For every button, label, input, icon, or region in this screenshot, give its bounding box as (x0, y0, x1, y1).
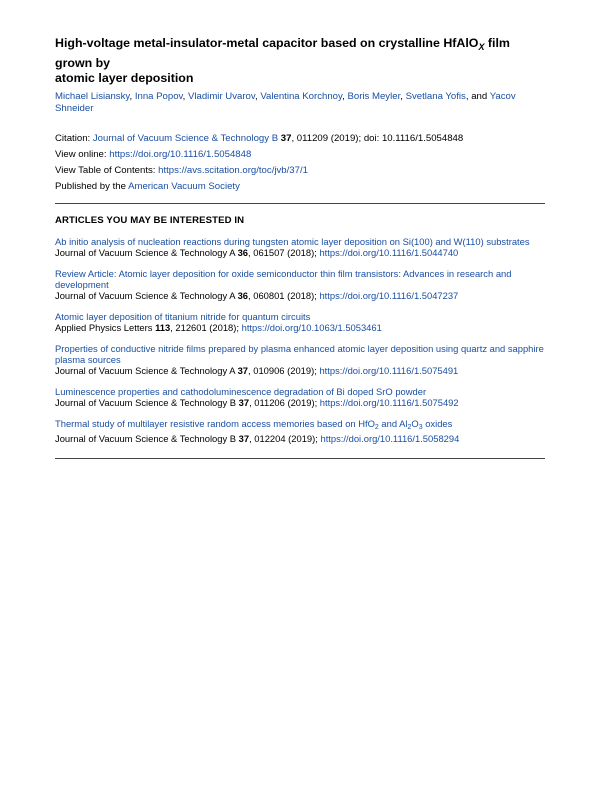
title-subscript: X (478, 42, 485, 52)
related-article-citation: Journal of Vacuum Science & Technology A 37, 010906 (2019); https://doi.org/10.1116/1.5075491 (55, 364, 459, 376)
citation-volume: 37 (280, 132, 292, 144)
citation-block (55, 133, 545, 193)
related-article-doi-link[interactable]: https://doi.org/10.1116/1.5075492 (319, 396, 459, 408)
related-article-doi-link[interactable]: https://doi.org/10.1116/1.5044740 (319, 246, 459, 258)
related-article-citation: Journal of Vacuum Science & Technology A 36, 061507 (2018); https://doi.org/10.1116/1.5044740 (55, 246, 459, 258)
related-article-doi-link[interactable]: https://doi.org/10.1116/1.5047237 (319, 289, 459, 301)
divider (55, 458, 545, 459)
title-main: High-voltage metal-insulator-metal capacitor based on crystalline HfAlO (55, 36, 479, 50)
related-article (55, 236, 545, 258)
related-article-citation: Applied Physics Letters 113, 212601 (2018); https://doi.org/10.1063/1.5053461 (55, 321, 382, 333)
related-article-doi-link[interactable]: https://doi.org/10.1063/1.5053461 (241, 321, 382, 333)
divider (55, 203, 545, 204)
society-link[interactable]: American Vacuum Society (128, 180, 240, 192)
view-online-link[interactable]: https://doi.org/10.1116/1.5054848 (109, 148, 252, 160)
author-link[interactable]: Vladimir Uvarov (187, 90, 255, 102)
related-article-citation: Journal of Vacuum Science & Technology B 37, 011206 (2019); https://doi.org/10.1116/1.5075492 (55, 396, 459, 408)
related-article-title[interactable]: Thermal study of multilayer resistive random access memories based on HfO$_2$ and $Al_2O_3$ oxides (55, 417, 453, 431)
related-article-doi-link[interactable]: https://doi.org/10.1116/1.5075491 (319, 364, 459, 376)
title-tail: film grown by (55, 36, 510, 70)
document-page (55, 36, 545, 459)
author-link[interactable]: Boris Meyler (347, 90, 401, 102)
related-article (55, 386, 545, 408)
related-article-title[interactable]: Review Article: Atomic layer deposition for oxide semiconductor thin film transistors: Advances in research and development (55, 267, 512, 290)
related-article (55, 311, 545, 333)
related-article (55, 418, 545, 444)
author-link[interactable]: Valentina Korchnoy (260, 90, 343, 102)
related-article-citation: Journal of Vacuum Science & Technology A 36, 060801 (2018); https://doi.org/10.1116/1.5047237 (55, 289, 459, 301)
section-heading: ARTICLES YOU MAY BE INTERESTED IN (55, 214, 245, 226)
related-article-title[interactable]: Properties of conductive nitride films prepared by plasma enhanced atomic layer deposition using quartz and sapphire plasma sources (55, 342, 544, 365)
related-article (55, 343, 545, 376)
author-link[interactable]: Inna Popov (134, 90, 183, 102)
author-list: Michael Lisiansky, Inna Popov, Vladimir Uvarov, Valentina Korchnoy, Boris Meyler, Svetlana Yofis, and Yacov Shneider (55, 90, 516, 114)
related-article (55, 268, 545, 301)
related-article-doi-link[interactable]: https://doi.org/10.1116/1.5058294 (320, 432, 460, 444)
related-article-title[interactable]: Luminescence properties and cathodoluminescence degradation of Bi doped SrO powder (55, 385, 427, 397)
author-link[interactable]: Svetlana Yofis (405, 90, 466, 102)
view-toc-line: View Table of Contents: https://avs.scitation.org/toc/jvb/37/1 (55, 164, 308, 176)
view-online-line: View online: https://doi.org/10.1116/1.5054848 (55, 148, 252, 160)
related-article-title[interactable]: Atomic layer deposition of titanium nitride for quantum circuits (55, 310, 311, 322)
author-link[interactable]: Michael Lisiansky (55, 90, 130, 102)
view-toc-link[interactable]: https://avs.scitation.org/toc/jvb/37/1 (158, 164, 308, 176)
author-link[interactable]: Yacov Shneider (55, 90, 516, 114)
related-article-citation: Journal of Vacuum Science & Technology B 37, 012204 (2019); https://doi.org/10.1116/1.5058294 (55, 432, 460, 444)
related-article-title[interactable]: Ab initio analysis of nucleation reactions during tungsten atomic layer deposition on Si(100) and W(110) substrates (55, 235, 530, 247)
citation-journal-link[interactable]: Journal of Vacuum Science & Technology B (92, 132, 279, 144)
published-by-line: Published by the American Vacuum Society (55, 180, 240, 192)
article-title (55, 36, 545, 87)
title-line2: atomic layer deposition (55, 71, 194, 85)
citation-line: Citation: Journal of Vacuum Science & Technology B 37, 011209 (2019); doi: 10.1116/1.5054848 (55, 132, 464, 144)
